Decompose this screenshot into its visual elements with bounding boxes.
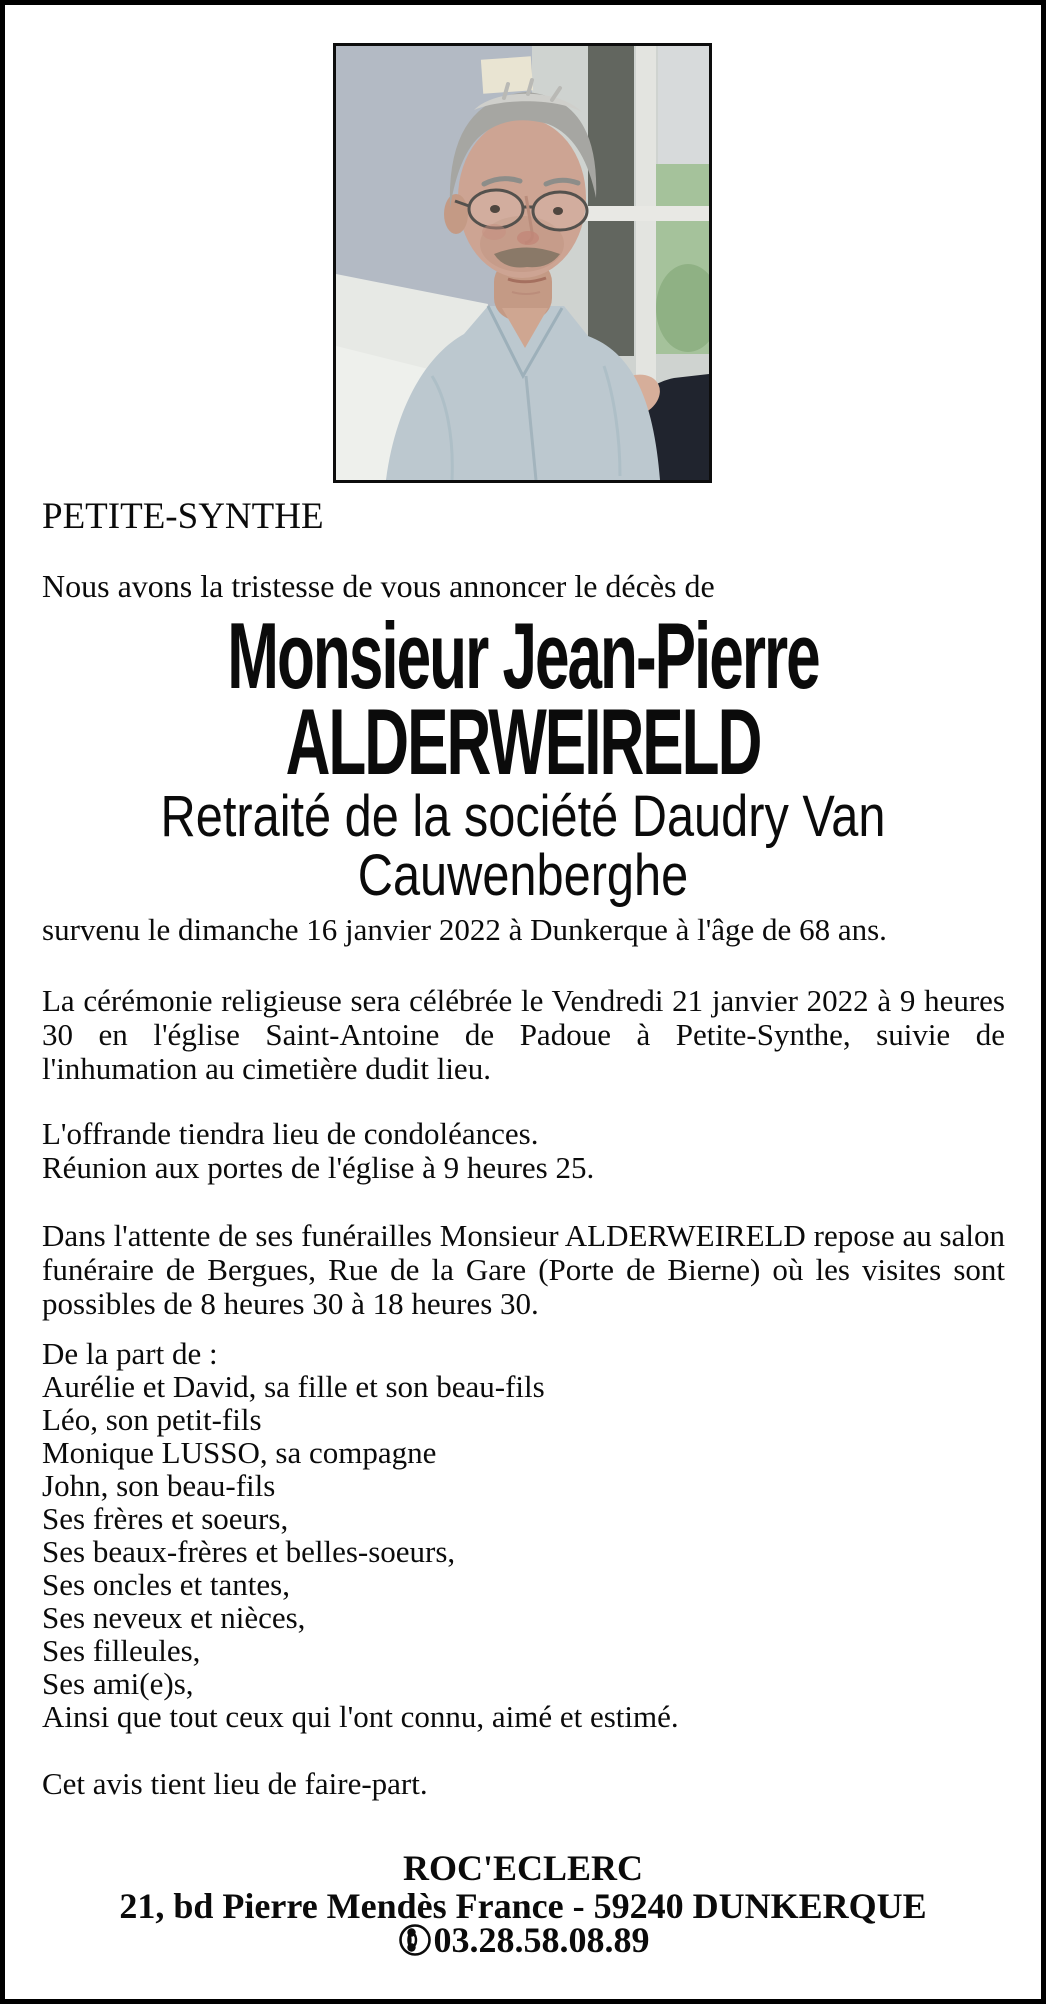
family-item: Ses neveux et nièces, xyxy=(42,1600,306,1635)
family-item: John, son beau-fils xyxy=(42,1468,276,1503)
deceased-name-block xyxy=(5,603,1041,794)
family-header: De la part de : xyxy=(42,1336,218,1371)
profession-line1: Retraité de la société Daudry Van xyxy=(160,784,886,849)
funeral-home-name: ROC'ECLERC xyxy=(402,1848,644,1888)
family-item: Aurélie et David, sa fille et son beau-fils xyxy=(42,1369,545,1404)
family-item: Ses beaux-frères et belles-soeurs, xyxy=(42,1534,456,1569)
family-item: Monique LUSSO, sa compagne xyxy=(42,1435,437,1470)
phone-line xyxy=(5,1921,1041,1959)
portrait-photo-illustration xyxy=(336,46,709,480)
offering-line: L'offrande tiendra lieu de condoléances. xyxy=(42,1116,539,1151)
portrait-photo xyxy=(333,43,712,483)
family-item: Léo, son petit-fils xyxy=(42,1402,262,1437)
family-item: Ainsi que tout ceux qui l'ont connu, aimé et estimé. xyxy=(42,1699,679,1734)
deceased-name-line2: ALDERWEIRELD xyxy=(285,689,761,794)
profession-block xyxy=(5,784,1041,908)
profession-line2: Cauwenberghe xyxy=(357,843,689,908)
reunion-line: Réunion aux portes de l'église à 9 heures 25. xyxy=(42,1150,595,1185)
intro-text: Nous avons la tristesse de vous annoncer le décès de xyxy=(42,568,715,604)
family-item: Ses ami(e)s, xyxy=(42,1666,194,1701)
family-list xyxy=(42,1337,679,1733)
funeral-home-address: 21, bd Pierre Mendès France - 59240 DUNKERQUE xyxy=(119,1886,927,1926)
location-heading: PETITE-SYNTHE xyxy=(42,496,324,537)
deceased-name-line1: Monsieur Jean-Pierre xyxy=(227,603,819,708)
telephone-icon xyxy=(397,1922,433,1958)
closing-line: Cet avis tient lieu de faire-part. xyxy=(42,1766,428,1801)
repose-paragraph: Dans l'attente de ses funérailles Monsieur ALDERWEIRELD repose au salon funéraire de Bergues, Rue de la Gare (Porte de Bierne) où les visites sont possibles de 8 heures 30 à 18 heures 30. xyxy=(42,1218,1005,1321)
family-item: Ses oncles et tantes, xyxy=(42,1567,290,1602)
family-item: Ses frères et soeurs, xyxy=(42,1501,289,1536)
offering-block xyxy=(42,1117,594,1185)
death-date-line: survenu le dimanche 16 janvier 2022 à Dunkerque à l'âge de 68 ans. xyxy=(42,912,887,947)
ceremony-paragraph: La cérémonie religieuse sera célébrée le Vendredi 21 janvier 2022 à 9 heures 30 en l'église Saint-Antoine de Padoue à Petite-Synthe, suivie de l'inhumation au cimetière dudit lieu. xyxy=(42,983,1005,1086)
family-item: Ses filleules, xyxy=(42,1633,201,1668)
phone-number: 03.28.58.08.89 xyxy=(433,1920,650,1960)
